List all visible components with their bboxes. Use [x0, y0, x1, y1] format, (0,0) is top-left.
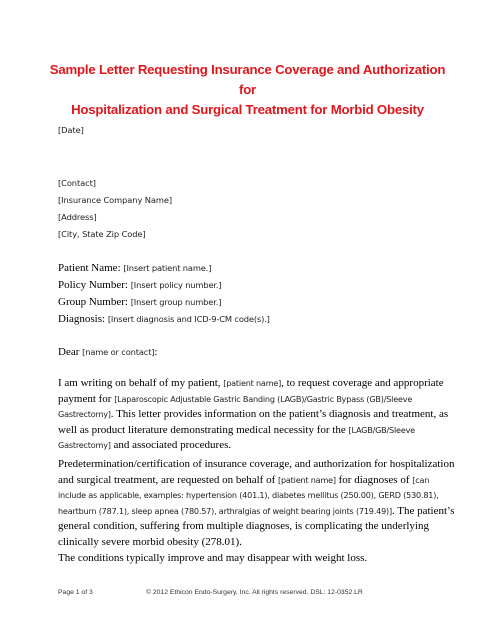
salutation-dear: Dear: [58, 346, 80, 358]
paragraph-3: The conditions typically improve and may disappear with weight loss.: [58, 552, 368, 564]
salutation: [58, 346, 157, 358]
p2-text-a: Predetermination/certification of insurance coverage, and authorization for hospitalization and surgical treatment, are requested on behalf of: [58, 458, 455, 486]
paragraph-1: [58, 376, 458, 454]
p1-text-c: , to request coverage and appropriate payment for: [58, 377, 444, 405]
address-placeholder: [Address]: [58, 212, 97, 222]
policy-number-value: [Insert policy number.]: [130, 280, 222, 290]
p1-text-g: and associated procedures.: [113, 439, 232, 451]
patient-name-value: [Insert patient name.]: [123, 263, 212, 273]
document-title: [40, 60, 455, 120]
patient-name-label: Patient Name:: [58, 262, 121, 274]
policy-number-label: Policy Number:: [58, 279, 128, 291]
p2-diagnoses-placeholder: [can include as applicable, examples: hypertension (401.1), diabetes mellitus (250.00), GERD (530.81), heartburn (787.1), sleep apnea (780.57), arthralgias of weight bearing joints (719.49)]: [58, 474, 439, 516]
paragraph-2: [58, 457, 458, 550]
p2-text-e: . The patient’s general condition, suffering from multiple diagnoses, is complicating the underlying clinically severe morbid obesity (278.01).: [58, 504, 455, 548]
p1-patient-placeholder: [patient name]: [223, 378, 282, 388]
patient-name-line: [58, 262, 211, 274]
date-placeholder: [Date]: [58, 125, 84, 135]
p1-text-a: I am writing on behalf of my patient,: [58, 377, 221, 389]
p2-patient-placeholder: [patient name]: [278, 474, 336, 485]
p1-procedure-short-placeholder: [LAGB/GB/Sleeve Gastrectomy]: [58, 424, 415, 450]
contact-placeholder: [Contact]: [58, 178, 96, 188]
footer-copyright: © 2012 Ethicon Endo-Surgery, Inc. All rights reserved. DSL: 12-0352.LR: [146, 589, 363, 596]
salutation-colon: :: [154, 346, 158, 358]
p2-text-c: for diagnoses of: [338, 473, 410, 486]
diagnosis-line: [58, 313, 270, 325]
title-line-1: Sample Letter Requesting Insurance Coverage and Authorization for: [49, 62, 446, 97]
title-line-2: Hospitalization and Surgical Treatment for Morbid Obesity: [71, 102, 424, 117]
footer-page-number: Page 1 of 3: [58, 589, 93, 596]
group-number-line: [58, 296, 221, 308]
group-number-value: [Insert group number.]: [130, 297, 222, 307]
salutation-name: [name or contact]: [82, 347, 155, 357]
p1-procedure-placeholder: [Laparoscopic Adjustable Gastric Banding (LAGB)/Gastric Bypass (GB)/Sleeve Gastrectomy]: [58, 393, 413, 419]
diagnosis-label: Diagnosis:: [58, 313, 106, 325]
group-number-label: Group Number:: [58, 296, 128, 308]
insurer-placeholder: [Insurance Company Name]: [58, 195, 173, 205]
city-placeholder: [City, State Zip Code]: [58, 229, 146, 239]
p1-text-e: . This letter provides information on the patient’s diagnosis and treatment, as well as product literature demonstrating medical necessity for the: [58, 408, 449, 436]
policy-number-line: [58, 279, 222, 291]
diagnosis-value: [Insert diagnosis and ICD-9-CM code(s).]: [107, 314, 270, 324]
